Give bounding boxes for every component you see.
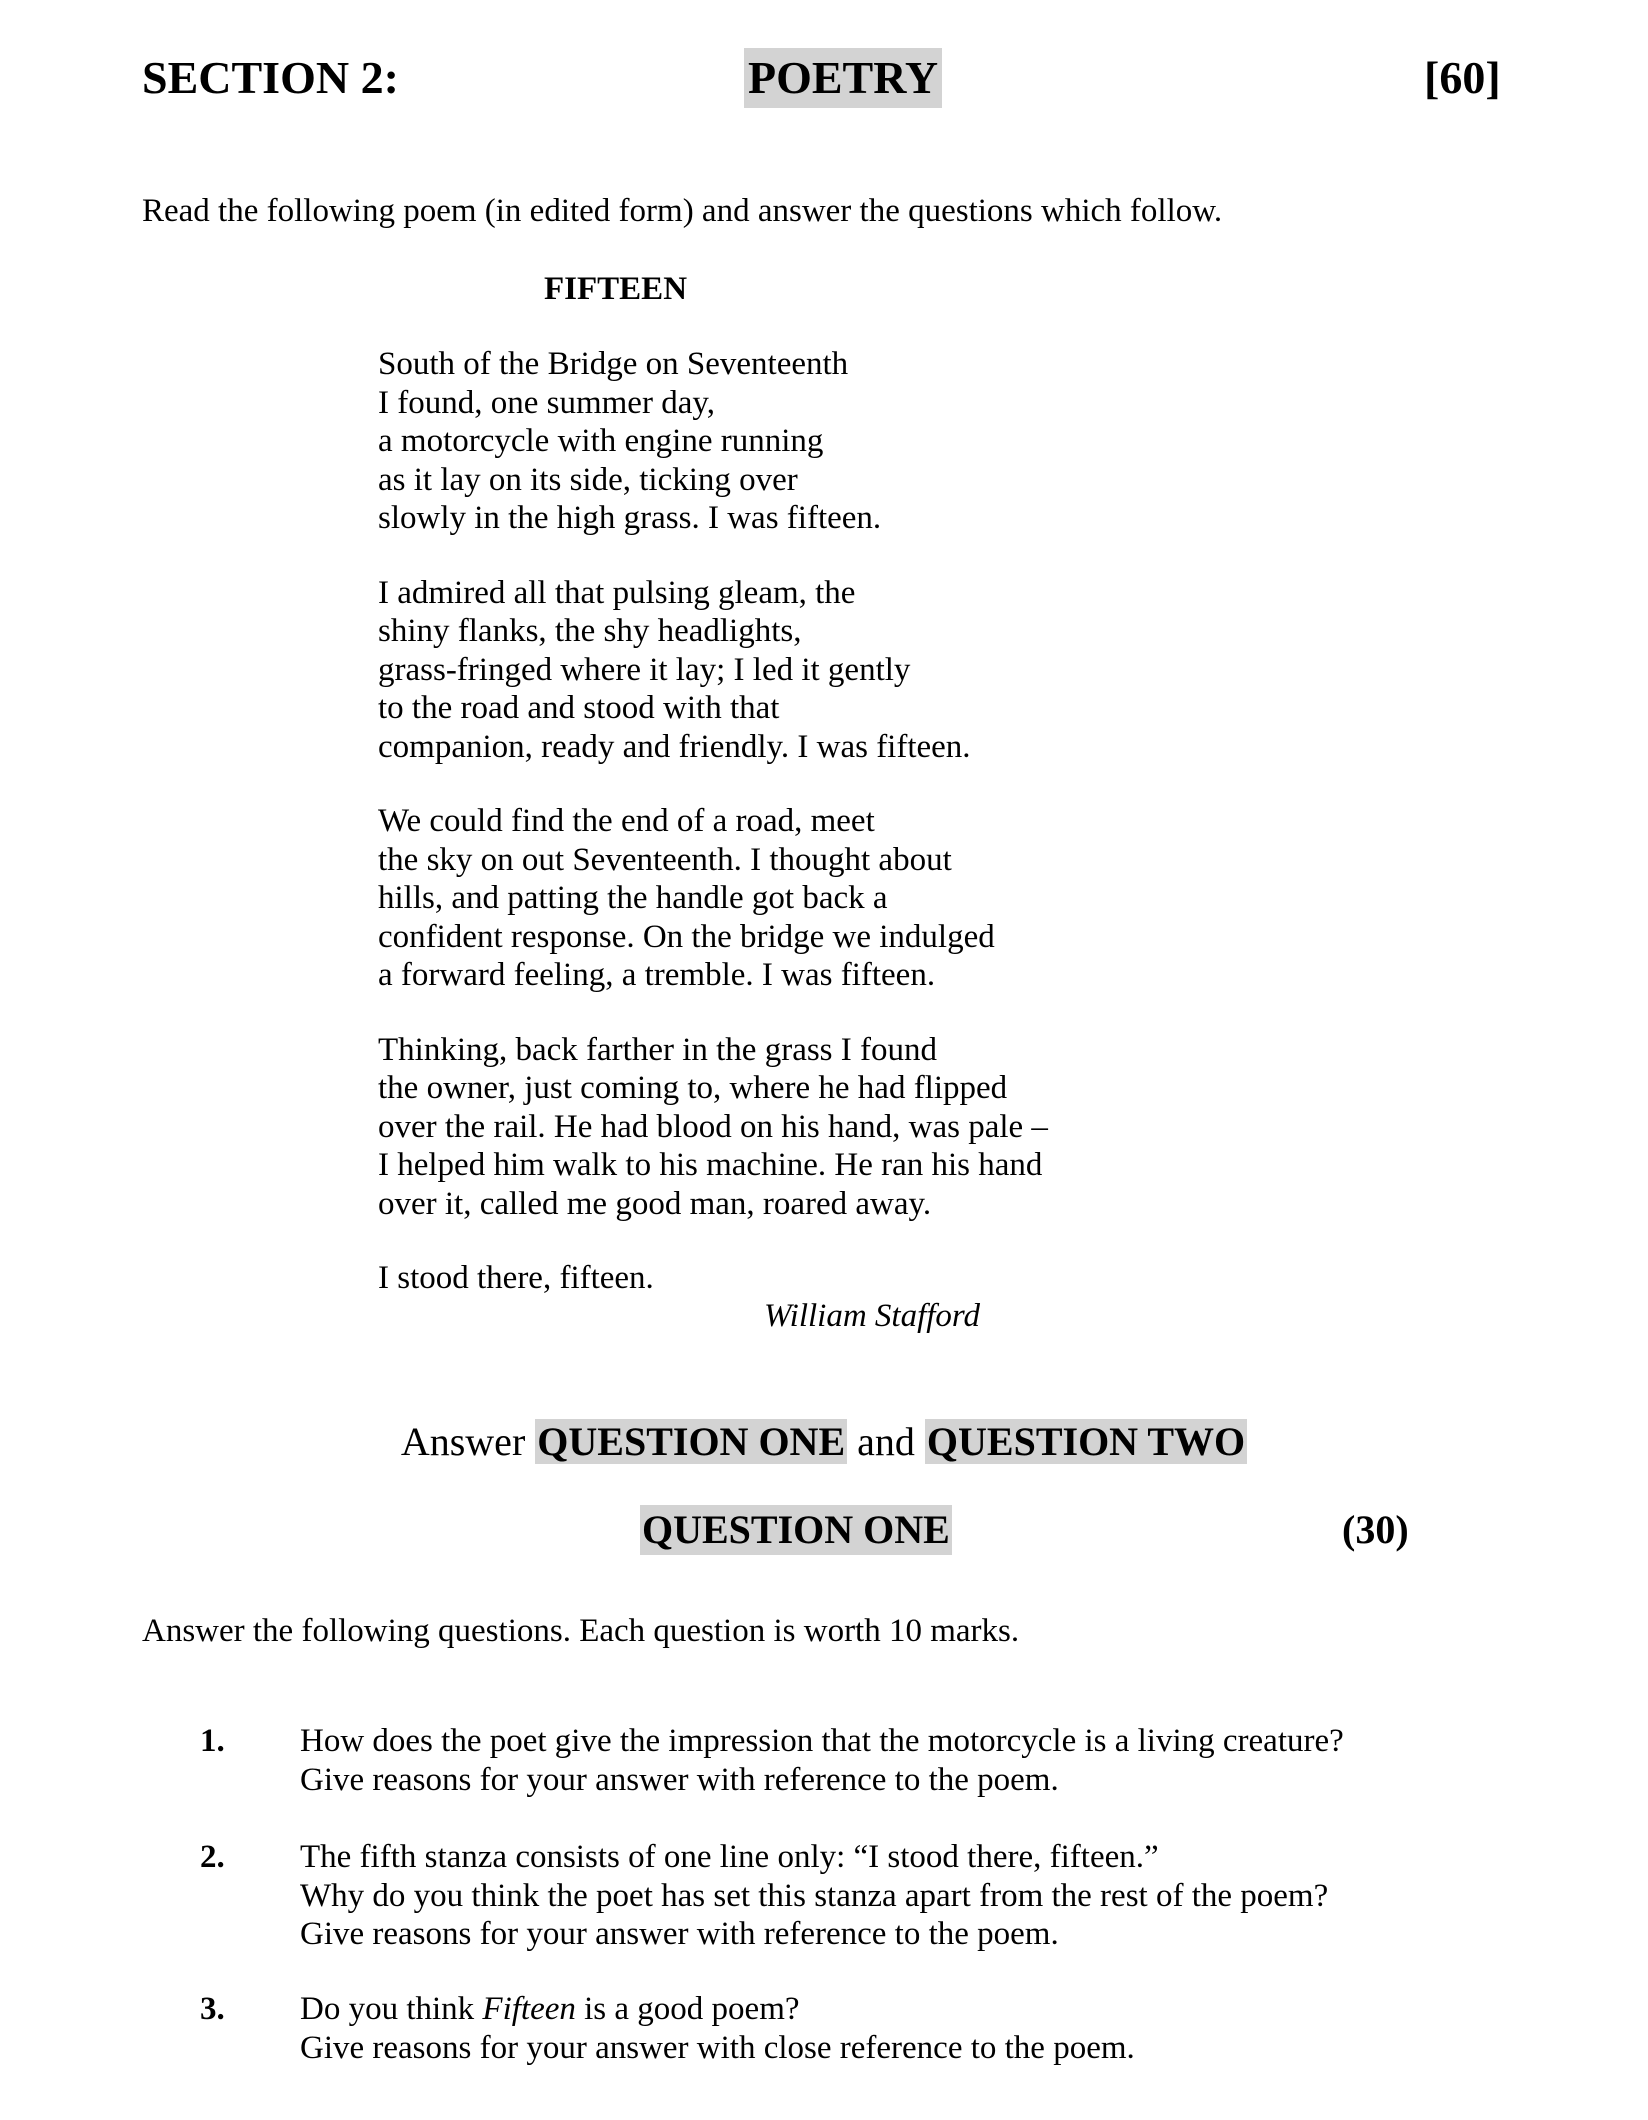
question-number: 2. bbox=[200, 1839, 225, 1875]
question-one-heading: QUESTION ONE bbox=[640, 1505, 952, 1555]
poem-line: confident response. On the bridge we indulged bbox=[378, 918, 995, 955]
poem-line: as it lay on its side, ticking over bbox=[378, 461, 798, 498]
section-label: SECTION 2: bbox=[142, 52, 399, 103]
question-two-ref: QUESTION TWO bbox=[926, 1419, 1246, 1464]
poem-line: South of the Bridge on Seventeenth bbox=[378, 346, 849, 382]
poem-line: I helped him walk to his machine. He ran his hand bbox=[378, 1147, 1043, 1183]
stanza-1 bbox=[378, 345, 1048, 538]
poem-line: the sky on out Seventeenth. I thought about bbox=[378, 841, 952, 878]
answer-conjunction: and bbox=[857, 1419, 915, 1464]
question-line: How does the poet give the impression that the motorcycle is a living creature? bbox=[300, 1723, 1344, 1759]
stanza-5 bbox=[378, 1259, 1048, 1298]
answer-instruction bbox=[0, 1417, 1648, 1467]
poem-line: grass-fringed where it lay; I led it gently bbox=[378, 651, 911, 688]
question-one-ref: QUESTION ONE bbox=[537, 1419, 846, 1464]
question-line: The fifth stanza consists of one line only: “I stood there, fifteen.” bbox=[300, 1839, 1159, 1875]
poem-line: to the road and stood with that bbox=[378, 690, 780, 726]
stanza-4 bbox=[378, 1031, 1048, 1224]
poem-line: I stood there, fifteen. bbox=[378, 1260, 654, 1296]
poem-line: over it, called me good man, roared away. bbox=[378, 1185, 932, 1222]
question-line: Give reasons for your answer with reference to the poem. bbox=[300, 1916, 1059, 1952]
poem-line: over the rail. He had blood on his hand, was pale – bbox=[378, 1108, 1048, 1145]
poem-author: William Stafford bbox=[764, 1298, 981, 1334]
question-text bbox=[300, 1990, 1520, 2067]
poem-line: a forward feeling, a tremble. I was fifteen. bbox=[378, 957, 936, 993]
question-text bbox=[300, 1722, 1520, 1799]
question-text-part: Do you think bbox=[300, 1991, 483, 2027]
poem-line: shiny flanks, the shy headlights, bbox=[378, 613, 802, 649]
poem-title-ref: Fifteen bbox=[482, 1991, 576, 2027]
stanza-2 bbox=[378, 574, 1048, 767]
poem-line: slowly in the high grass. I was fifteen. bbox=[378, 500, 882, 536]
question-one-marks: (30) bbox=[1342, 1507, 1409, 1552]
question-line: Why do you think the poet has set this stanza apart from the rest of the poem? bbox=[300, 1877, 1329, 1914]
answer-prefix: Answer bbox=[400, 1419, 526, 1464]
question-text-part: is a good poem? bbox=[575, 1991, 800, 2027]
question-line bbox=[300, 1990, 1520, 2029]
question-number: 3. bbox=[200, 1991, 225, 2027]
question-text bbox=[300, 1838, 1520, 1954]
question-line: Give reasons for your answer with close reference to the poem. bbox=[300, 2029, 1135, 2066]
poem-body bbox=[378, 345, 1048, 1334]
section-total-marks: [60] bbox=[1424, 52, 1501, 103]
stanza-3 bbox=[378, 802, 1048, 995]
poem-line: We could find the end of a road, meet bbox=[378, 803, 875, 839]
section-title: POETRY bbox=[744, 48, 942, 108]
poem-line: the owner, just coming to, where he had flipped bbox=[378, 1070, 1008, 1106]
poem-line: I found, one summer day, bbox=[378, 384, 715, 421]
poem-title: FIFTEEN bbox=[544, 271, 688, 307]
question-line: Give reasons for your answer with reference to the poem. bbox=[300, 1761, 1059, 1798]
poem-line: companion, ready and friendly. I was fifteen. bbox=[378, 728, 971, 765]
poem-line: I admired all that pulsing gleam, the bbox=[378, 574, 856, 611]
question-instruction: Answer the following questions. Each question is worth 10 marks. bbox=[142, 1613, 1020, 1649]
poem-line: a motorcycle with engine running bbox=[378, 423, 824, 459]
poem-instruction: Read the following poem (in edited form) and answer the questions which follow. bbox=[142, 193, 1223, 229]
question-number: 1. bbox=[200, 1723, 225, 1759]
poem-line: Thinking, back farther in the grass I found bbox=[378, 1031, 938, 1068]
poem-line: hills, and patting the handle got back a bbox=[378, 880, 888, 916]
